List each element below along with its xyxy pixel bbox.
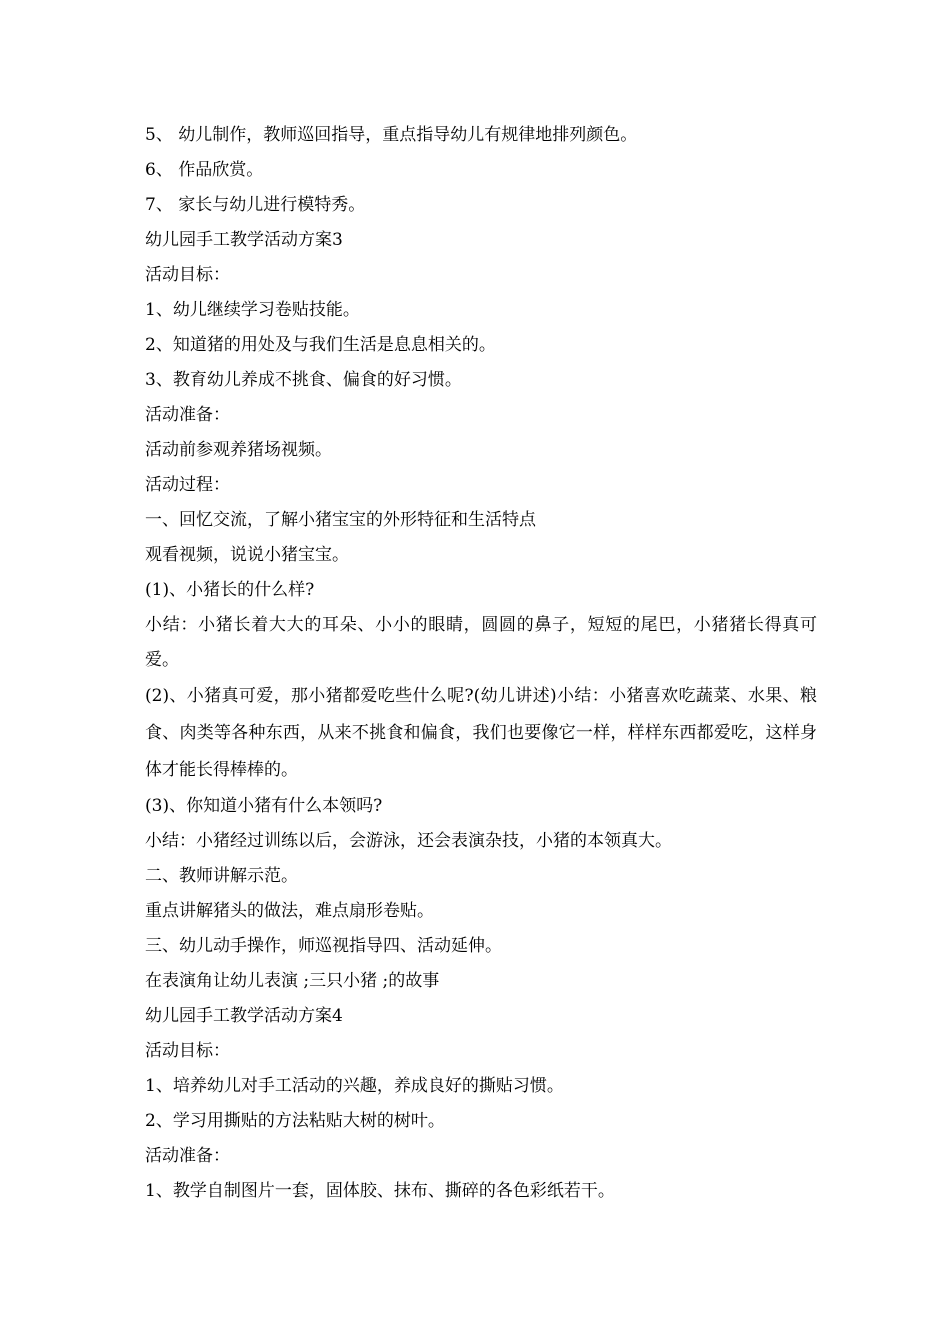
process-step-2-text: 重点讲解猪头的做法，难点扇形卷贴。	[145, 901, 434, 921]
goal-3: 3、教育幼儿养成不挑食、偏食的好习惯。	[145, 370, 462, 390]
question-2-paragraph: (2)、小猪真可爱，那小猪都爱吃些什么呢?(幼儿讲述)小结：小猪喜欢吃蔬菜、水果、粮食、肉类等各种东西，从来不挑食和偏食，我们也要像它一样，样样东西都爱吃，这样身体才能长得棒棒的。	[145, 686, 817, 780]
preparation-text: 活动前参观养猪场视频。	[145, 440, 332, 460]
preparation-4-1: 1、教学自制图片一套，固体胶、抹布、撕碎的各色彩纸若干。	[145, 1181, 615, 1201]
process-step-2: 二、教师讲解示范。	[145, 866, 298, 886]
process-step-1: 一、回忆交流，了解小猪宝宝的外形特征和生活特点	[145, 510, 536, 530]
question-3: (3)、你知道小猪有什么本领吗?	[145, 796, 383, 816]
preparation-heading: 活动准备：	[145, 405, 230, 425]
summary-1: 小结：小猪长着大大的耳朵、小小的眼睛，圆圆的鼻子，短短的尾巴，小猪猪长得真可爱。	[145, 615, 817, 670]
goal-1: 1、幼儿继续学习卷贴技能。	[145, 300, 360, 320]
section-title-4: 幼儿园手工教学活动方案4	[145, 1006, 343, 1026]
goals-heading-4: 活动目标：	[145, 1041, 230, 1061]
process-step-3: 三、幼儿动手操作，师巡视指导四、活动延伸。	[145, 936, 502, 956]
goals-heading: 活动目标：	[145, 265, 230, 285]
goal-2: 2、知道猪的用处及与我们生活是息息相关的。	[145, 335, 496, 355]
summary-3: 小结：小猪经过训练以后，会游泳，还会表演杂技，小猪的本领真大。	[145, 831, 672, 851]
step-5: 5、 幼儿制作，教师巡回指导，重点指导幼儿有规律地排列颜色。	[145, 125, 638, 145]
step-6: 6、 作品欣赏。	[145, 160, 264, 180]
goal-4-2: 2、学习用撕贴的方法粘贴大树的树叶。	[145, 1111, 445, 1131]
process-text: 观看视频，说说小猪宝宝。	[145, 545, 349, 565]
document-body	[145, 118, 817, 1209]
extension-text: 在表演角让幼儿表演 ;三只小猪 ;的故事	[145, 971, 440, 991]
process-heading: 活动过程：	[145, 475, 230, 495]
section-title-3: 幼儿园手工教学活动方案3	[145, 230, 343, 250]
question-1: (1)、小猪长的什么样?	[145, 580, 315, 600]
goal-4-1: 1、培养幼儿对手工活动的兴趣，养成良好的撕贴习惯。	[145, 1076, 564, 1096]
step-7: 7、 家长与幼儿进行模特秀。	[145, 195, 366, 215]
preparation-heading-4: 活动准备：	[145, 1146, 230, 1166]
